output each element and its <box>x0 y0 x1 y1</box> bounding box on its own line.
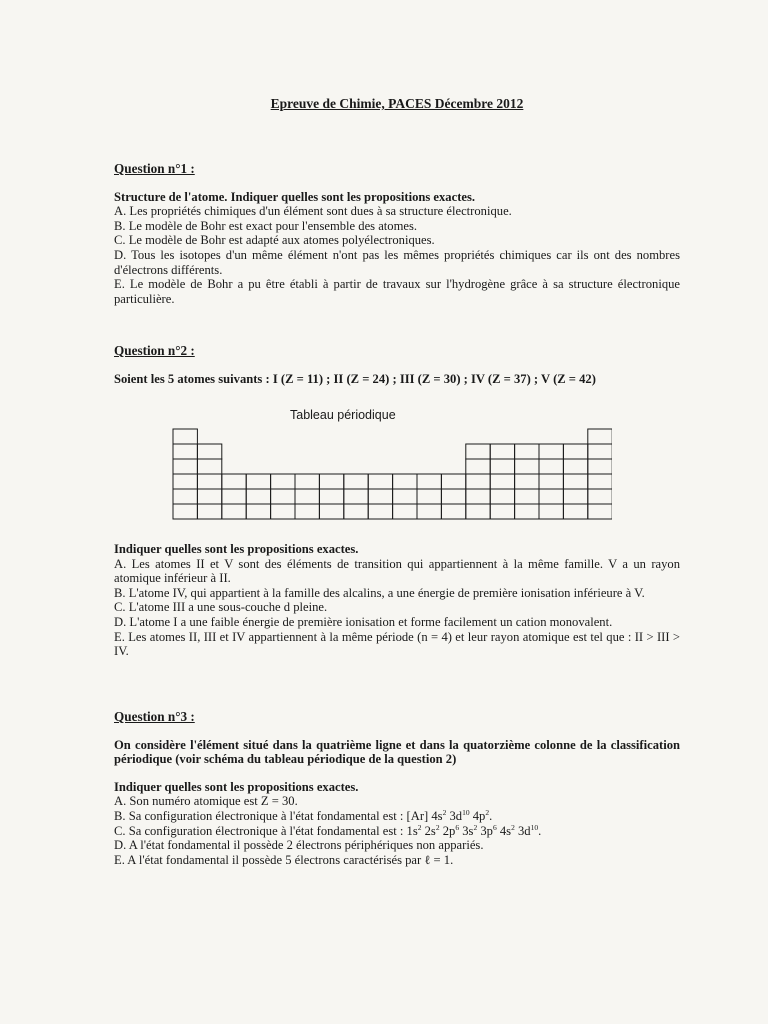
question-1 <box>114 162 680 306</box>
periodic-table-cell <box>368 474 392 489</box>
periodic-table-cell <box>173 474 197 489</box>
periodic-table-cell <box>441 489 465 504</box>
periodic-table-cell <box>344 489 368 504</box>
periodic-table-cell <box>539 474 563 489</box>
periodic-table-cell <box>197 444 221 459</box>
periodic-table-cell <box>588 429 612 444</box>
periodic-table-cell <box>466 444 490 459</box>
periodic-table-cell <box>588 459 612 474</box>
question-3-option-b: B. Sa configuration électronique à l'état fondamental est : [Ar] $4s^2$ $3d^{10}$ $4p^2$. <box>114 807 493 823</box>
question-2-propositions <box>114 542 680 659</box>
periodic-table-cell <box>319 474 343 489</box>
question-3-instruction: Indiquer quelles sont les propositions exactes. <box>114 779 359 794</box>
periodic-table-cell <box>393 504 417 519</box>
periodic-table-cell <box>295 489 319 504</box>
question-3-option-e: E. A l'état fondamental il possède 5 électrons caractérisés par ℓ = 1. <box>114 852 454 867</box>
periodic-table-cell <box>271 474 295 489</box>
question-2-heading: Question n°2 : <box>114 343 195 358</box>
periodic-table-cell <box>222 474 246 489</box>
periodic-table-cell <box>295 504 319 519</box>
periodic-table-cell <box>173 444 197 459</box>
periodic-table-cell <box>173 504 197 519</box>
question-2-stem: Soient les 5 atomes suivants : I (Z = 11) ; II (Z = 24) ; III (Z = 30) ; IV (Z = 37) ; V (Z = 42) <box>114 371 596 386</box>
periodic-table-cell <box>539 489 563 504</box>
periodic-table-cell <box>515 504 539 519</box>
periodic-table-cell <box>515 474 539 489</box>
periodic-table-cell <box>173 429 197 444</box>
periodic-table-cell <box>466 489 490 504</box>
periodic-table-cell <box>197 504 221 519</box>
periodic-table-cell <box>222 504 246 519</box>
periodic-table-cell <box>197 489 221 504</box>
periodic-table-cell <box>319 504 343 519</box>
periodic-table-cell <box>539 459 563 474</box>
question-1-option-b: B. Le modèle de Bohr est exact pour l'ensemble des atomes. <box>114 218 418 233</box>
periodic-table-title: Tableau périodique <box>290 408 396 422</box>
question-1-option-e: E. Le modèle de Bohr a pu être établi à partir de travaux sur l'hydrogène grâce à sa structure électronique particulière. <box>114 277 680 306</box>
periodic-table-cell <box>393 489 417 504</box>
periodic-table-cell <box>197 474 221 489</box>
periodic-table-cell <box>563 459 587 474</box>
periodic-table-cell <box>563 474 587 489</box>
periodic-table-cell <box>393 474 417 489</box>
periodic-table-cell <box>515 489 539 504</box>
periodic-table-cell <box>466 504 490 519</box>
periodic-table-cell <box>490 489 514 504</box>
periodic-table-cell <box>417 504 441 519</box>
periodic-table-cell <box>368 489 392 504</box>
question-3-heading: Question n°3 : <box>114 709 195 724</box>
question-2 <box>114 344 680 386</box>
periodic-table-cell <box>563 489 587 504</box>
periodic-table-cell <box>417 489 441 504</box>
periodic-table-cell <box>588 474 612 489</box>
periodic-table-cell <box>173 459 197 474</box>
question-2-option-c: C. L'atome III a une sous-couche d pleine. <box>114 600 328 615</box>
periodic-table-cell <box>588 504 612 519</box>
question-3-stem: On considère l'élément situé dans la quatrième ligne et dans la quatorzième colonne de la classification périodique (voir schéma du tableau périodique de la question 2) <box>114 737 680 767</box>
question-2-option-e: E. Les atomes II, III et IV appartiennent à la même période (n = 4) et leur rayon atomique est tel que : II > III > IV. <box>114 629 680 659</box>
periodic-table-cell <box>246 489 270 504</box>
question-3 <box>114 710 680 867</box>
periodic-table-cell <box>515 444 539 459</box>
periodic-table-cell <box>515 459 539 474</box>
periodic-table-cell <box>271 489 295 504</box>
periodic-table-cell <box>588 489 612 504</box>
question-1-heading: Question n°1 : <box>114 161 195 176</box>
periodic-table-cell <box>271 504 295 519</box>
periodic-table-cell <box>466 459 490 474</box>
question-2-option-b: B. L'atome IV, qui appartient à la famille des alcalins, a une énergie de première ionisation inférieure à V. <box>114 585 645 600</box>
periodic-table-cell <box>490 504 514 519</box>
periodic-table-cell <box>417 474 441 489</box>
periodic-table-cell <box>246 474 270 489</box>
periodic-table-cell <box>539 504 563 519</box>
question-1-option-c: C. Le modèle de Bohr est adapté aux atomes polyélectroniques. <box>114 233 435 248</box>
periodic-table-cell <box>563 504 587 519</box>
periodic-table-cell <box>222 489 246 504</box>
question-2-instruction: Indiquer quelles sont les propositions exactes. <box>114 542 359 556</box>
periodic-table-cell <box>197 459 221 474</box>
periodic-table-cell <box>466 474 490 489</box>
periodic-table-cell <box>588 444 612 459</box>
periodic-table-cell <box>173 489 197 504</box>
periodic-table-cell <box>246 504 270 519</box>
periodic-table-cell <box>441 474 465 489</box>
question-2-option-a: A. Les atomes II et V sont des éléments de transition qui appartiennent à la même famille. V a un rayon atomique inférieur à II. <box>114 556 680 586</box>
periodic-table-cell <box>344 474 368 489</box>
question-3-option-d: D. A l'état fondamental il possède 2 électrons périphériques non appariés. <box>114 838 484 853</box>
periodic-table-cell <box>490 474 514 489</box>
periodic-table-cell <box>295 474 319 489</box>
question-2-option-d: D. L'atome I a une faible énergie de première ionisation et forme facilement un cation monovalent. <box>114 614 613 629</box>
exam-title: Epreuve de Chimie, PACES Décembre 2012 <box>270 96 524 111</box>
periodic-table-cell <box>441 504 465 519</box>
question-3-option-a: A. Son numéro atomique est Z = 30. <box>114 794 298 809</box>
periodic-table-cell <box>319 489 343 504</box>
periodic-table-cell <box>563 444 587 459</box>
question-1-stem: Structure de l'atome. Indiquer quelles sont les propositions exactes. <box>114 189 476 204</box>
question-3-option-c: C. Sa configuration électronique à l'état fondamental est : $1s^2$ $2s^2$ $2p^6$ $3s^2$ $3p^6$ $4s^2$ $3d^{10}$. <box>114 822 542 838</box>
periodic-table-diagram <box>172 428 612 520</box>
periodic-table-cell <box>368 504 392 519</box>
question-1-option-a: A. Les propriétés chimiques d'un élément sont dues à sa structure électronique. <box>114 204 512 219</box>
periodic-table-cell <box>490 459 514 474</box>
periodic-table-cell <box>490 444 514 459</box>
question-1-option-d: D. Tous les isotopes d'un même élément n'ont pas les mêmes propriétés chimiques car ils ont des nombres d'électrons différents. <box>114 247 680 277</box>
periodic-table-cell <box>539 444 563 459</box>
periodic-table-cell <box>344 504 368 519</box>
